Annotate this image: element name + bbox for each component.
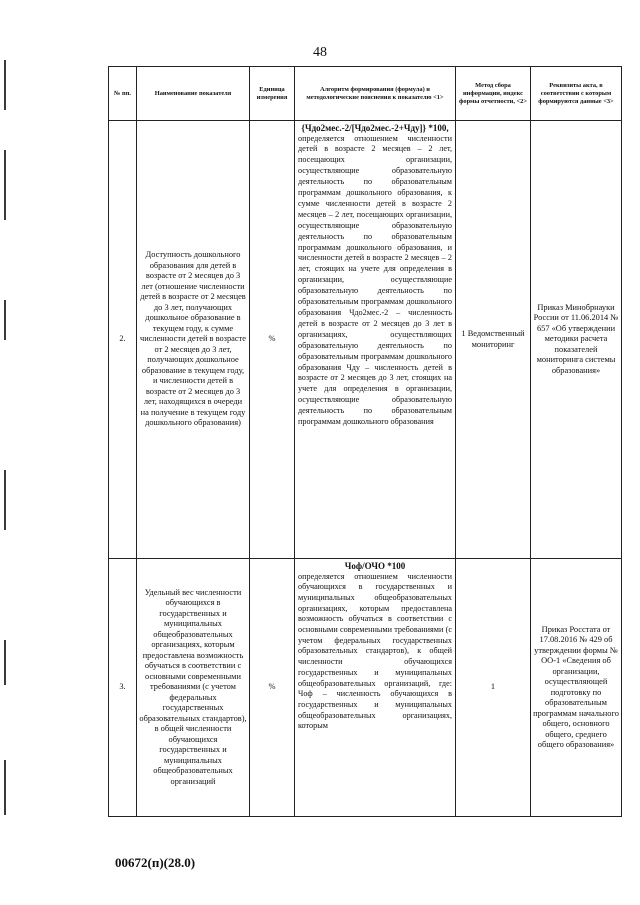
formula: {Чдо2мес.-2/[Чдо2мес.-2+Чду]} *100,	[301, 123, 449, 133]
scan-edge-mark	[4, 300, 6, 340]
algorithm-cell	[295, 559, 456, 817]
header-collection-method: Метод сбора информации, индекс формы отчетности, <2>	[456, 67, 531, 121]
row-number: 3.	[109, 559, 137, 817]
table-row	[109, 121, 622, 559]
collection-method: 1 Ведомственный мониторинг	[456, 121, 531, 559]
indicator-name: Удельный вес численности обучающихся в государственных и муниципальных общеобразовательных организациях, которым предоставлена возможность обучаться в соответствии с основными современными требованиями (с учетом федеральных государственных образовательных стандартов), в общей численности обучающихся государственных и муниципальных общеобразовательных организаций	[137, 559, 250, 817]
table-header-row	[109, 67, 622, 121]
form-code: 00672(п)(28.0)	[115, 855, 196, 870]
algorithm-text: определяется отношением численности обучающихся в государственных и муниципальных общеобразовательных организациях, которым предоставлена возможность обучаться в соответствии с основными современными требованиями (с учетом федеральных государственных образовательных стандартов), к общей численности обучающихся государственных и муниципальных общеобразовательных организаций, где: Чоф – численность обучающихся в государственных и муниципальных общеобразовательных организациях, которым	[298, 571, 452, 731]
row-number: 2.	[109, 121, 137, 559]
header-act-details: Реквизиты акта, в соответствии с которым формируются данные <3>	[531, 67, 622, 121]
unit: %	[250, 121, 295, 559]
page-number: 48	[313, 45, 327, 60]
unit: %	[250, 559, 295, 817]
header-number: № пп.	[109, 67, 137, 121]
algorithm-cell	[295, 121, 456, 559]
act-details: Приказ Минобрнауки России от 11.06.2014 № 657 «Об утверждении методики расчета показателей мониторинга системы образования»	[531, 121, 622, 559]
act-details: Приказ Росстата от 17.08.2016 № 429 об утверждении формы № ОО-1 «Сведения об организации, осуществляющей подготовку по образовательным программам начального общего, основного общего, среднего общего образования»	[531, 559, 622, 817]
formula: Чоф/ОЧО *100	[344, 561, 406, 571]
scan-edge-mark	[4, 760, 6, 815]
scan-edge-mark	[4, 150, 6, 220]
scan-edge-mark	[4, 60, 6, 110]
header-indicator-name: Наименование показателя	[137, 67, 250, 121]
indicator-name: Доступность дошкольного образования для детей в возрасте от 2 месяцев до 3 лет (отношение численности детей в возрасте от 2 месяцев до 3 лет, получающих дошкольное образование в текущем году, к сумме численности детей в возрасте от 2 месяцев до 3 лет, получающих дошкольное образование в текущем году, и численности детей в возрасте от 2 месяцев до 3 лет, находящихся в очереди на получение в текущем году дошкольного образования)	[137, 121, 250, 559]
indicators-table	[108, 66, 622, 817]
header-unit: Единица измерения	[250, 67, 295, 121]
scan-edge-mark	[4, 640, 6, 685]
collection-method: 1	[456, 559, 531, 817]
scan-edge-mark	[4, 470, 6, 530]
table-row	[109, 559, 622, 817]
algorithm-text: определяется отношением численности детей в возрасте 2 месяцев – 2 лет, посещающих организации, осуществляющие образовательную деятельность по образовательным программам дошкольного образования, к сумме численности детей в возрасте 2 месяцев – 2 лет, посещающих организации, осуществляющие образовательную деятельность по образовательным программам дошкольного образования, и численности детей в возрасте 2 месяцев – 2 лет, стоящих на учете для определения в организации, осуществляющие образовательную деятельность по образовательным программам дошкольного образования Чдо2мес.-2 – численность детей в возрасте от 2 месяцев до 3 лет в организациях, осуществляющих образовательную деятельность по образовательным программам дошкольного образования Чду – численность детей в возрасте от 2 месяцев до 3 лет, стоящих на учете для определения в организации, осуществляющие образовательную деятельность по образовательным программам дошкольного образования	[298, 133, 452, 427]
header-algorithm: Алгоритм формирования (формула) и методологические пояснения к показателю <1>	[295, 67, 456, 121]
